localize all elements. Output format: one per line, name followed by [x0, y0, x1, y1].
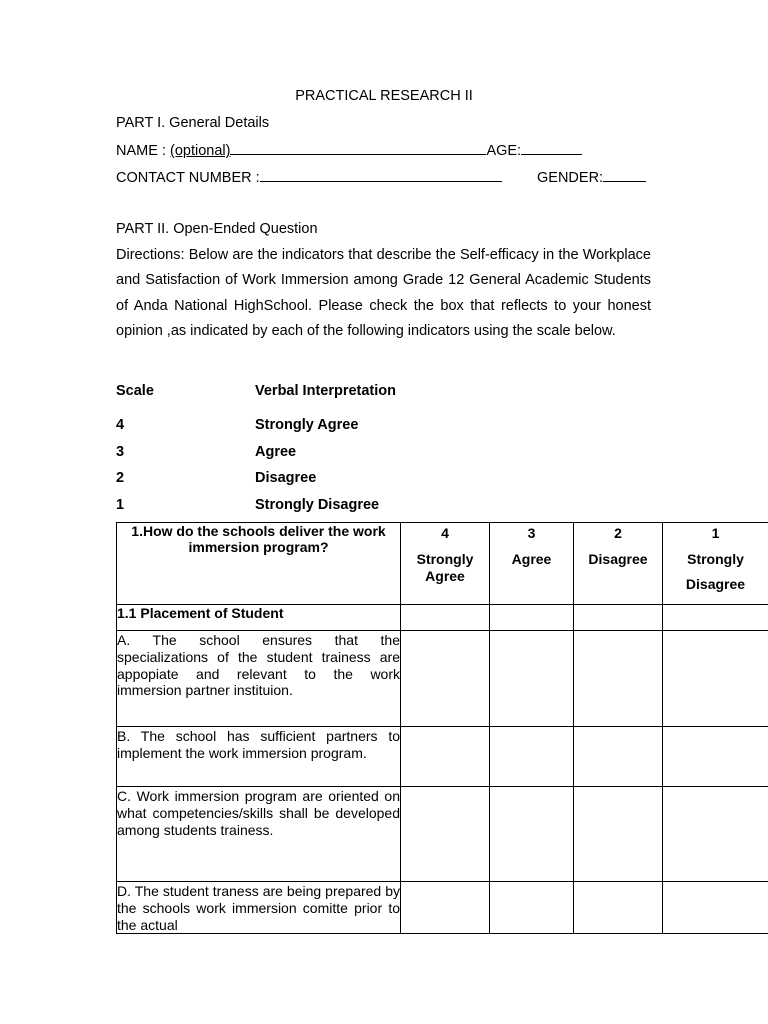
scale-number: 1 — [116, 497, 125, 513]
rating-cell[interactable] — [574, 605, 663, 631]
rating-cell[interactable] — [401, 727, 490, 787]
contact-field-row — [116, 169, 502, 186]
rating-cell[interactable] — [663, 727, 768, 787]
scale-label: Strongly Agree — [255, 417, 359, 433]
rating-cell[interactable] — [401, 631, 490, 727]
rating-cell[interactable] — [574, 787, 663, 882]
table-row — [117, 727, 768, 787]
part2-heading: PART II. Open-Ended Question — [116, 221, 318, 237]
column-label: Agree — [425, 568, 465, 584]
indicator-text: C. Work immersion program are oriented on what competencies/skills shall be developed among students trainess. — [117, 787, 401, 882]
directions-paragraph: Directions: Below are the indicators that describe the Self-efficacy in the Workplace and Satisfaction of Work Immersion among Grade 12 General Academic Students of Anda National HighSchool. Please check the box that reflects to your honest opinion ,as indicated by each of the following indicators using the scale below. — [116, 247, 651, 339]
scale-label: Strongly Disagree — [255, 497, 380, 513]
scale-number: 3 — [116, 444, 125, 460]
table-header-row — [117, 523, 768, 605]
scale-number: 2 — [116, 470, 125, 486]
scale-label: Disagree — [255, 470, 317, 486]
column-number: 3 — [527, 525, 536, 541]
column-number: 1 — [711, 525, 720, 541]
rating-cell[interactable] — [663, 787, 768, 882]
name-blank-line — [230, 142, 486, 155]
section-heading: 1.1 Placement of Student — [117, 605, 401, 631]
name-field-row — [116, 142, 582, 159]
scale-number: 4 — [116, 417, 125, 433]
name-optional-note: (optional) — [169, 143, 231, 159]
rating-cell[interactable] — [490, 727, 574, 787]
indicator-text: A. The school ensures that the specializations of the student trainess are appopiate and relevant to the work immersion partner instituion. — [117, 631, 401, 727]
part1-heading: PART I. General Details — [116, 115, 270, 131]
gender-field-row — [537, 169, 646, 186]
column-label: Agree — [511, 551, 552, 567]
indicator-text: D. The student traness are being prepared by the schools work immersion comitte prior to the actual — [117, 883, 400, 933]
rating-cell[interactable] — [401, 787, 490, 882]
column-label: Strongly — [416, 551, 474, 567]
column-number: 4 — [441, 525, 449, 541]
rating-cell[interactable] — [574, 882, 663, 934]
column-label: Disagree — [685, 576, 746, 592]
rating-table — [116, 522, 768, 934]
rating-cell[interactable] — [401, 605, 490, 631]
rating-cell[interactable] — [490, 631, 574, 727]
contact-label: CONTACT NUMBER : — [116, 170, 260, 186]
column-header-1 — [663, 523, 768, 605]
column-number: 2 — [614, 525, 622, 541]
age-label: AGE: — [486, 143, 522, 159]
table-row — [117, 882, 768, 934]
column-header-3 — [490, 523, 574, 605]
column-header-2 — [574, 523, 663, 605]
rating-cell[interactable] — [490, 787, 574, 882]
table-row — [117, 787, 768, 882]
verbal-interpretation-header: Verbal Interpretation — [255, 383, 397, 399]
age-blank-line — [521, 142, 582, 155]
rating-cell[interactable] — [490, 605, 574, 631]
column-header-4 — [401, 523, 490, 605]
indicator-text: B. The school has sufficient partners to implement the work immersion program. — [117, 727, 401, 787]
question-header: 1.How do the schools deliver the work immersion program? — [117, 523, 401, 605]
rating-cell[interactable] — [401, 882, 490, 934]
scale-label: Agree — [255, 444, 297, 460]
rating-cell[interactable] — [663, 605, 768, 631]
section-row — [117, 605, 768, 631]
table-row — [117, 631, 768, 727]
column-label: Disagree — [588, 551, 648, 567]
contact-blank-line — [260, 169, 502, 182]
rating-cell[interactable] — [663, 882, 768, 934]
rating-cell[interactable] — [663, 631, 768, 727]
rating-cell[interactable] — [574, 631, 663, 727]
gender-label: GENDER: — [537, 170, 604, 186]
page-title: PRACTICAL RESEARCH II — [295, 88, 473, 104]
rating-cell[interactable] — [574, 727, 663, 787]
rating-cell[interactable] — [490, 882, 574, 934]
name-label: NAME : — [116, 143, 170, 159]
gender-blank-line — [603, 169, 646, 182]
column-label: Strongly — [687, 551, 744, 567]
scale-header: Scale — [116, 383, 154, 399]
